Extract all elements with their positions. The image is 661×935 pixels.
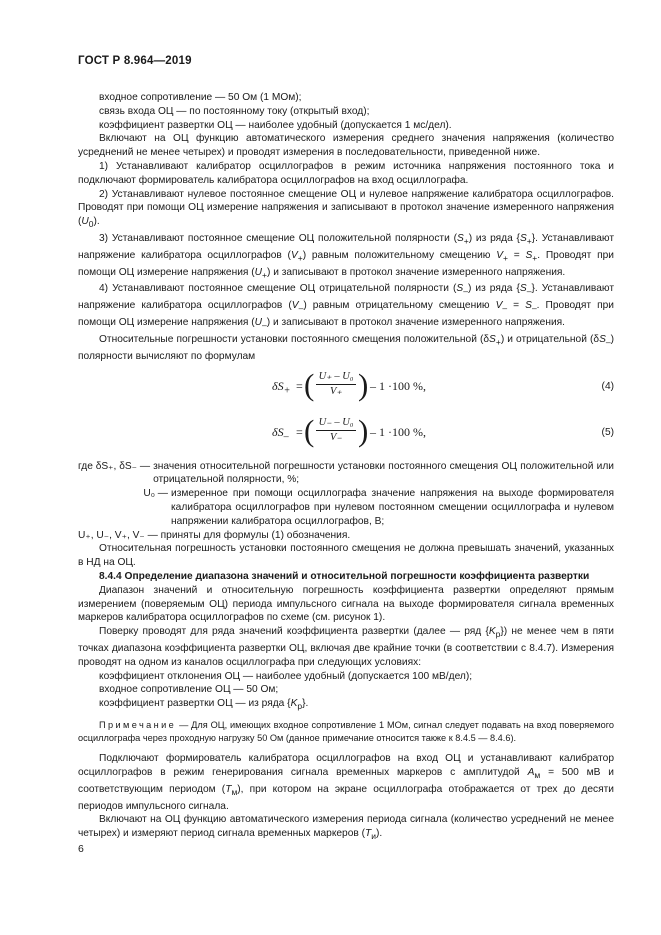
rel-errors-intro: Относительные погрешности установки постоянного смещения положительной $(\delta S_+)$ и отрицательной $(\delta S_-)$ полярности вычисляют по формулам [78, 333, 614, 362]
list-item: входное сопротивление ОЦ — 50 Ом; [99, 684, 279, 696]
step-1: 1) Устанавливают калибратор осциллографов в режим источника напряжения постоянного тока и подключают формирователь калибратора осциллографов на вход осциллографа. [78, 160, 614, 186]
list-item: коэффициент отклонения ОЦ — наиболее удобный (допускается 100 мВ/дел); [99, 670, 473, 682]
formula-number: (4) [601, 380, 614, 392]
paragraph-connect: Подключают формирователь калибратора осциллографов на вход ОЦ и устанавливают калибратор осциллографов в режим генерирования сигнала временных маркеров с амплитудой $A_м = 500$ мВ и соответствующим периодом $(T_м)$, при котором на экране осциллографа отображается от трех до десяти периодов импульсного сигнала. [78, 753, 615, 812]
definition-3: U₊, U₋, V₊, V₋ — приняты для формулы (1) обозначения. [78, 529, 351, 541]
step-2: 2) Устанавливают нулевое постоянное смещение ОЦ и нулевое напряжение калибратора осциллографов. Проводят при помощи ОЦ измерение напряжения и записывают в протокол значение измеренного напряжения $(U_0)$. [78, 188, 614, 230]
formula-number: (5) [601, 426, 614, 438]
paragraph-check: Поверку проводят для ряда значений коэффициента развертки (далее — ряд $\{K_р\}$) не менее чем в пяти точках диапазона коэффициента развертки ОЦ, включая две крайние точки (в соответствии с 8.4.7). Измерения проводят на одном из каналов осциллографа при следующих условиях: [78, 626, 614, 668]
paragraph-limit: Относительная погрешность установки постоянного смещения не должна превышать значений, указанных в НД на ОЦ. [78, 543, 614, 569]
formula-5: $\delta S_-$ = ( $\frac{\text{U₋ – U₀}}{V_-}$ – 1 ·100 %, (5) ) [272, 412, 614, 448]
step-4: 4) Устанавливают постоянное смещение ОЦ отрицательной полярности $(S_-)$ из ряда $\{S_-\}$. Устанавливают напряжение калибратора осциллографов $(V_-)$ равным отрицательному смещению $V_- = S_-$. Проводят при помощи ОЦ измерение напряжения $(U_-)$ и записывают в протокол значение измеренного напряжения. [78, 283, 614, 331]
list-item: коэффициент развертки ОЦ — из ряда $\{K_р\}$. [99, 698, 309, 712]
body-text [78, 91, 614, 844]
standard-header: ГОСТ Р 8.964—2019 [78, 55, 192, 67]
note: Примечание — Для ОЦ, имеющих входное сопротивление 1 МОм, сигнал следует подавать на вход поверяемого осциллографа через проходную нагрузку 50 Ом (данное примечание относится также к 8.4.5 — 8.4.6). [78, 720, 614, 743]
list-item: входное сопротивление — 50 Ом (1 МОм); [99, 92, 302, 103]
paragraph-range: Диапазон значений и относительную погрешность коэффициента развертки определяют прямым измерением (поверяемым ОЦ) периода импульсного сигнала на выходе формирователя сигнала временных маркеров калибратора осциллографов по схеме (см. рисунок 1). [78, 584, 614, 624]
step-3: 3) Устанавливают постоянное смещение ОЦ положительной полярности $(S_+)$ из ряда $\{S_+\}$. Устанавливают напряжение калибратора осциллографов $(V_+)$ равным положительному смещению $V_+ = S_+$. Проводят при помощи ОЦ измерение напряжения $(U_+)$ и записывают в протокол значение измеренного напряжения. [78, 233, 614, 280]
page-number: 6 [78, 843, 84, 855]
list-item: связь входа ОЦ — по постоянному току (открытый вход); [99, 105, 370, 117]
definitions: где δS₊, δS₋ — значения относительной погрешности установки постоянного смещения ОЦ положительной или отрицательной полярности, %; U₀ — измеренное при помощи осциллографа значение напряжения на выходе формирователя калибратора осциллографов при нулевом постоянном смещении осциллографа и нулевом напряжении калибратора осциллографов, В; U₊, U₋, V₊, V₋ — приняты для формулы (1) обозначения. [78, 460, 614, 541]
list-item: коэффициент развертки ОЦ — наиболее удобный (допускается 1 мс/дел). [99, 119, 452, 131]
paragraph-enable: Включают на ОЦ функцию автоматического измерения среднего значения напряжения (количество усреднений не менее четырех) и проводят измерения в последовательности, приведенной ниже. [78, 133, 614, 159]
paragraph-final: Включают на ОЦ функцию автоматического измерения периода сигнала (количество усреднений не менее четырех) и измеряют период сигнала временных маркеров $(T_и)$. [78, 814, 614, 842]
formula-4: $\delta S_+$ = ( $\frac{\text{U₊ – U₀}}{V_+}$ – 1 ·100 %, (4) ) [272, 366, 614, 402]
section-heading: 8.4.4 Определение диапазона значений и относительной погрешности коэффициента развертки [99, 570, 590, 582]
